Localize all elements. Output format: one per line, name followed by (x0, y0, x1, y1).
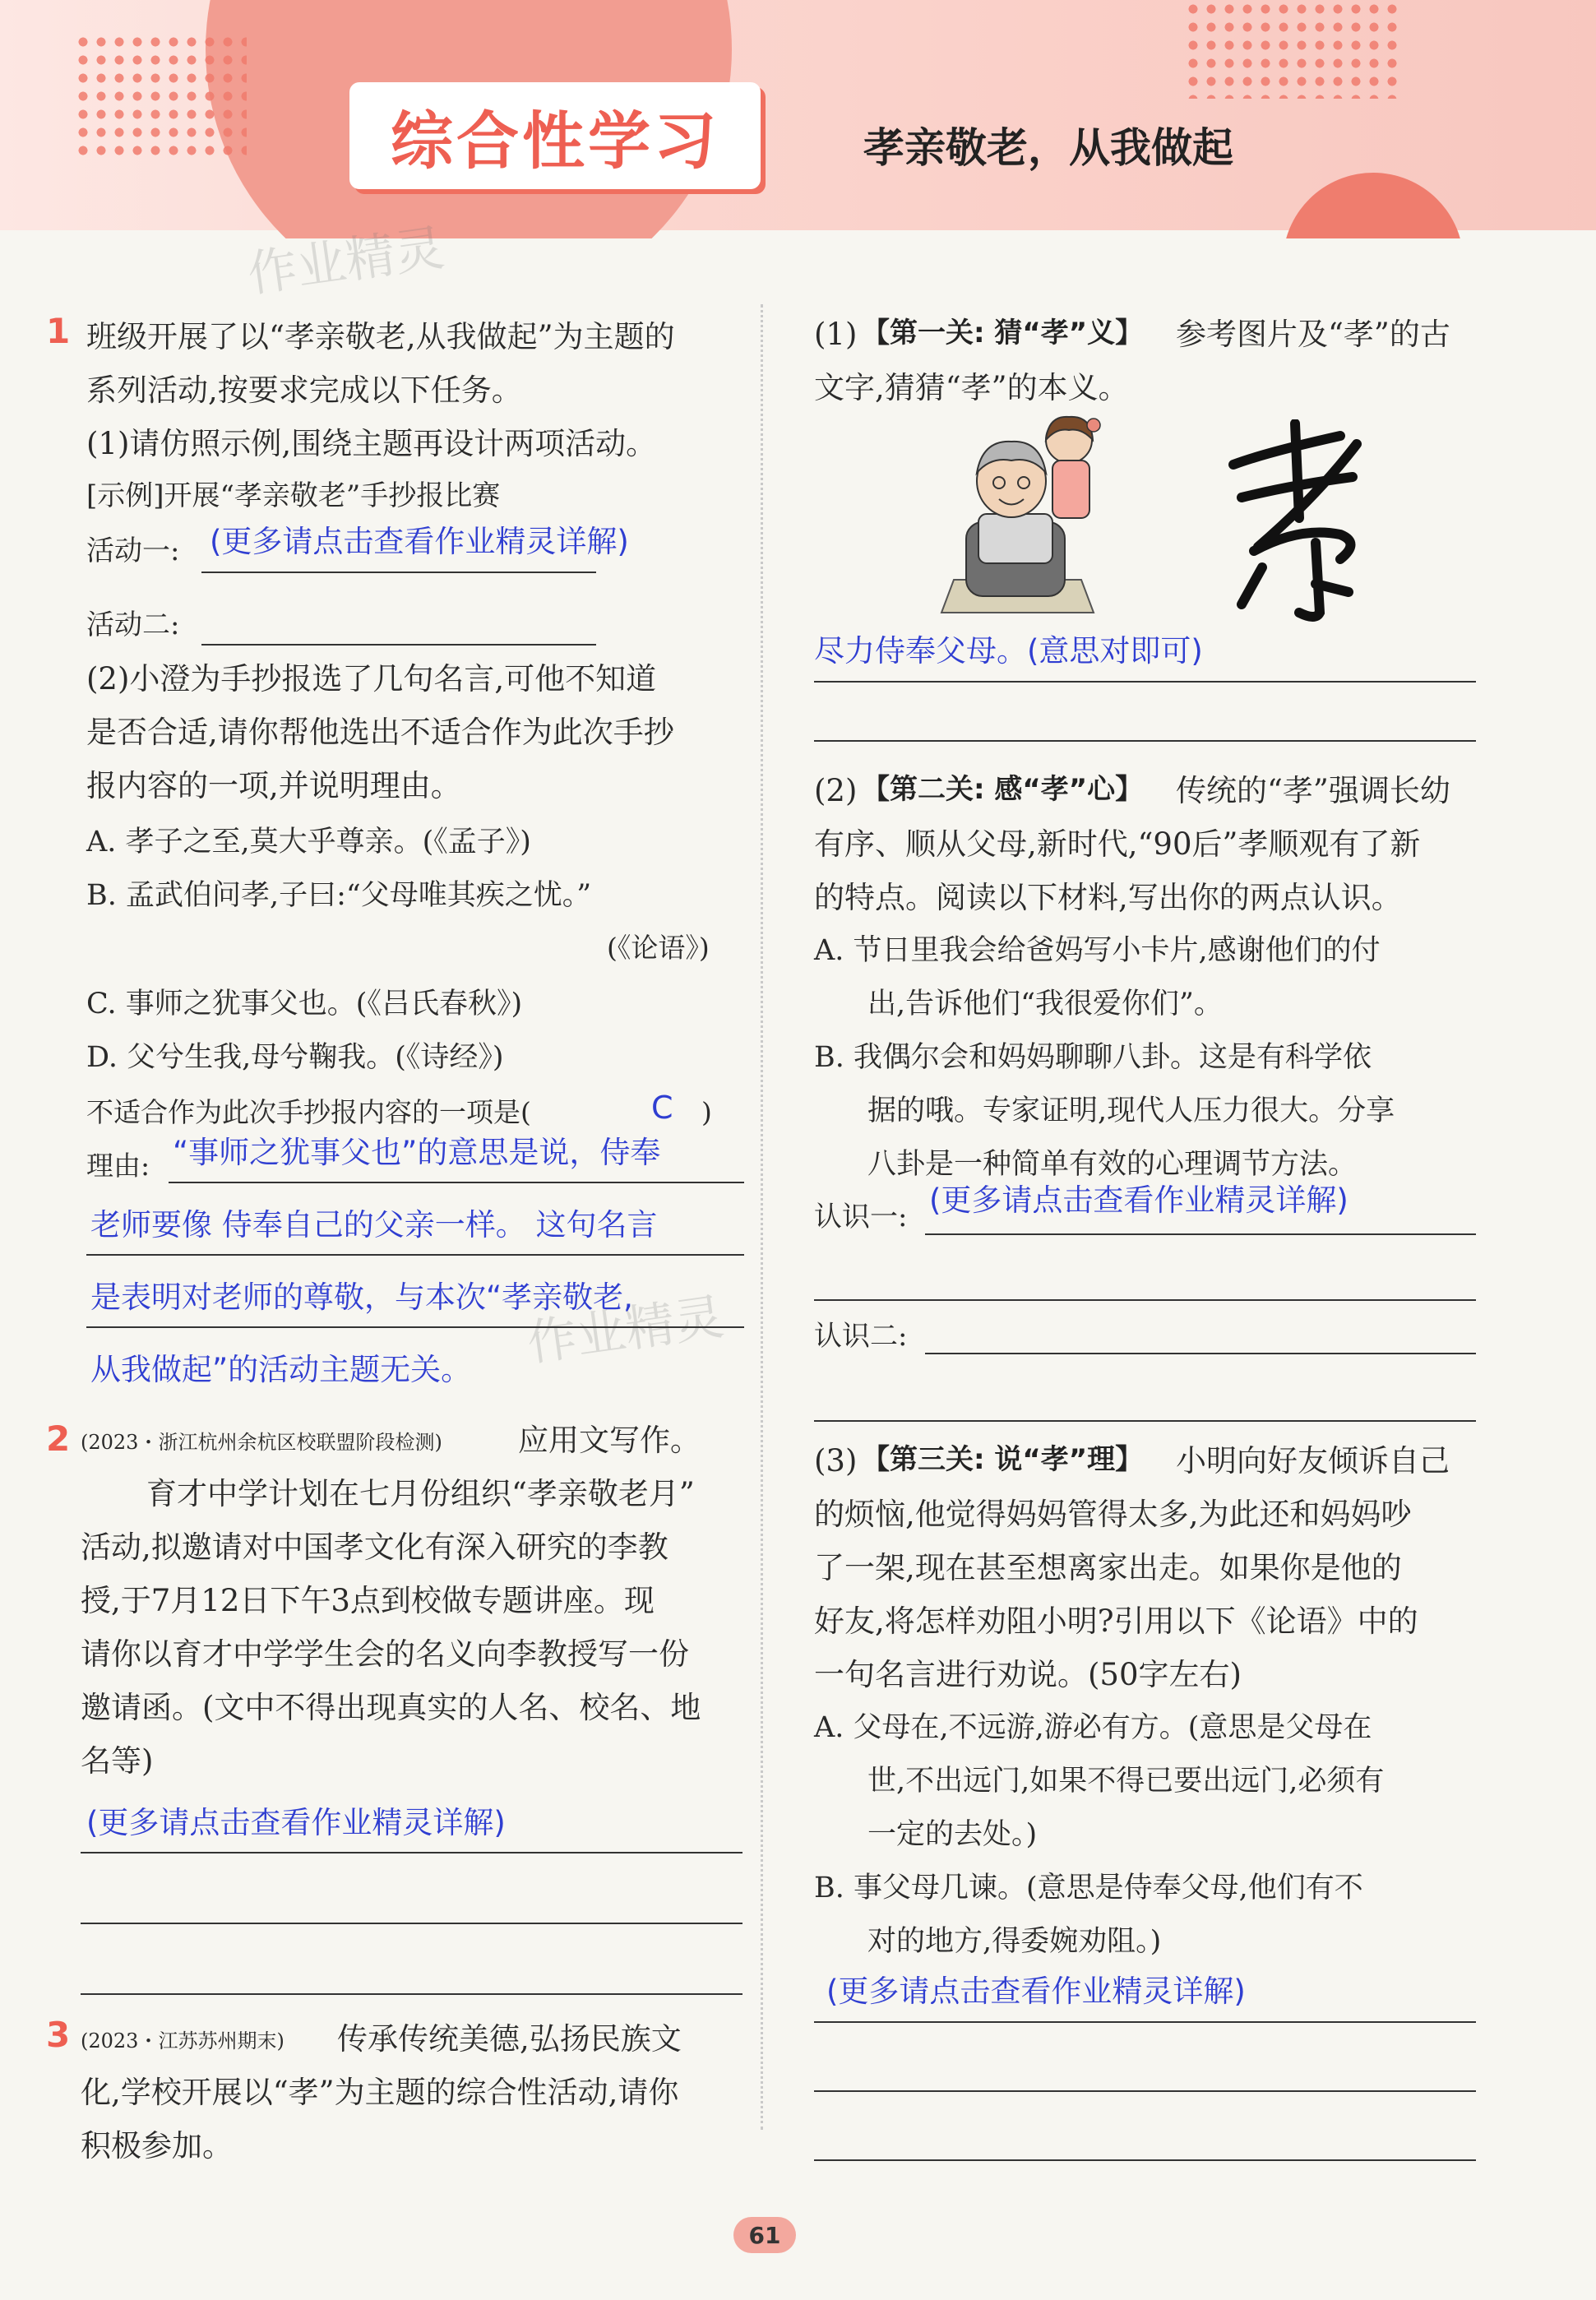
q2-line: 请你以育才中学学生会的名义向李教授写一份 (81, 1636, 689, 1672)
activity2-label: 活动二: (86, 609, 180, 641)
r3-answer[interactable]: (更多请点击查看作业精灵详解) (826, 1974, 1246, 2009)
title-box (349, 82, 761, 189)
choice-label: 不适合作为此次手抄报内容的一项是( (86, 1096, 531, 1128)
watermark: 作业精灵 (243, 219, 448, 304)
reason-answer[interactable]: “事师之犹事父也”的意思是说，侍奉 (173, 1135, 661, 1170)
dot-pattern-right (1184, 0, 1398, 99)
option-b-source: (《论语》) (607, 932, 710, 964)
choice-end: ) (701, 1096, 712, 1128)
q1-part2: (2)小澄为手抄报选了几句名言,可他不知道 (86, 661, 657, 696)
q3-source: (2023・江苏苏州期末) (81, 2029, 285, 2052)
r3-line: 小明向好友倾诉自己 (1176, 1443, 1450, 1479)
material-b: B. 我偶尔会和妈妈聊聊八卦。这是有科学依 (814, 1041, 1372, 1074)
page-header (0, 0, 1596, 238)
activity1-answer[interactable]: (更多请点击查看作业精灵详解) (210, 524, 629, 559)
r3-line: 了一架,现在甚至想离家出走。如果你是他的 (814, 1550, 1402, 1585)
r2-line: 传统的“孝”强调长幼 (1176, 773, 1450, 808)
r1-level-label: 【第一关: 猜“孝”义】 (862, 317, 1144, 349)
choice-answer[interactable]: C (651, 1090, 673, 1126)
q1-example: [示例]开展“孝亲敬老”手抄报比赛 (86, 479, 501, 512)
answer-line[interactable] (201, 644, 596, 646)
q3-line: 传承传统美德,弘扬民族文 (337, 2021, 682, 2057)
answer-line[interactable] (81, 1923, 742, 1924)
r3-prefix: (3) (814, 1443, 858, 1479)
r1-line: 文字,猜猜“孝”的本义。 (814, 370, 1129, 405)
answer-line (169, 1182, 744, 1183)
r2-prefix: (2) (814, 773, 858, 808)
r1-prefix: (1) (814, 317, 858, 352)
insight1-label: 认识一: (814, 1201, 908, 1233)
reason-answer[interactable]: 是表明对老师的尊敬，与本次“孝亲敬老, (90, 1280, 633, 1315)
page-subtitle: 孝亲敬老，从我做起 (863, 124, 1233, 172)
question-number: 2 (46, 1418, 71, 1459)
q2-source: (2023・浙江杭州余杭区校联盟阶段检测) (81, 1431, 442, 1454)
quote-a: A. 父母在,不远游,游必有方。(意思是父母在 (814, 1711, 1372, 1744)
q3-line: 积极参加。 (81, 2128, 233, 2163)
watermark: 作业精灵 (523, 1288, 728, 1373)
r2-level (862, 773, 1143, 807)
reason-label: 理由: (86, 1150, 150, 1182)
answer-line (86, 1326, 744, 1328)
material-b: 据的哦。专家证明,现代人压力很大。分享 (867, 1094, 1395, 1127)
answer-line[interactable] (814, 2090, 1476, 2092)
insight2-label: 认识二: (814, 1320, 908, 1353)
r3-line: 好友,将怎样劝阻小明?引用以下《论语》中的 (814, 1604, 1418, 1639)
option-a: A. 孝子之至,莫大乎尊亲。(《孟子》) (86, 826, 531, 858)
q1-line: 系列活动,按要求完成以下任务。 (86, 373, 522, 408)
q2-line: 邀请函。(文中不得出现真实的人名、校名、地 (81, 1690, 701, 1725)
r2-line: 的特点。阅读以下材料,写出你的两点认识。 (814, 880, 1402, 915)
q3-line: 化,学校开展以“孝”为主题的综合性活动,请你 (81, 2075, 679, 2110)
q1-line: 班级开展了以“孝亲敬老,从我做起”为主题的 (86, 319, 675, 354)
r3-level-label: 【第三关: 说“孝”理】 (862, 1443, 1144, 1476)
quote-b: 对的地方,得委婉劝阻。) (867, 1925, 1162, 1958)
answer-line[interactable] (814, 1299, 1476, 1301)
option-c: C. 事师之犹事父也。(《吕氏春秋》) (86, 988, 523, 1020)
dot-pattern-left (74, 33, 247, 156)
ancient-xiao-glyph (1217, 419, 1373, 625)
q2-line: 活动,拟邀请对中国孝文化有深入研究的李教 (81, 1529, 668, 1565)
material-a: 出,告诉他们“我很爱你们”。 (867, 988, 1223, 1020)
q2-line: 育才中学计划在七月份组织“孝亲敬老月” (146, 1476, 695, 1511)
column-divider (761, 304, 763, 2130)
q2-answer[interactable]: (更多请点击查看作业精灵详解) (86, 1805, 506, 1840)
page-title: 综合性学习 (391, 104, 719, 178)
option-b: B. 孟武伯问孝,子曰:“父母唯其疾之忧。” (86, 879, 592, 912)
answer-line[interactable] (81, 1993, 742, 1995)
question-number: 1 (46, 311, 71, 351)
activity1-label: 活动一: (86, 535, 180, 567)
r3-line: 的烦恼,他觉得妈妈管得太多,为此还和妈妈吵 (814, 1497, 1412, 1532)
insight1-answer[interactable]: (更多请点击查看作业精灵详解) (929, 1182, 1349, 1218)
q2-line: 授,于7月12日下午3点到校做专题讲座。现 (81, 1583, 655, 1618)
quote-a: 世,不出远门,如果不得已要出远门,必须有 (867, 1765, 1385, 1798)
reason-answer[interactable]: 从我做起”的活动主题无关。 (90, 1352, 472, 1387)
q1-part1: (1)请仿照示例,围绕主题再设计两项活动。 (86, 426, 657, 461)
quote-b: B. 事父母几谏。(意思是侍奉父母,他们有不 (814, 1872, 1363, 1904)
q1-part2: 是否合适,请你帮他选出不适合作为此次手抄 (86, 715, 674, 750)
answer-line (81, 1852, 742, 1853)
answer-line[interactable] (925, 1353, 1476, 1354)
answer-line (201, 572, 596, 573)
r3-level (862, 1443, 1143, 1477)
r1-level (862, 317, 1143, 350)
answer-line (814, 681, 1476, 683)
reason-answer[interactable]: 老师要像 侍奉自己的父亲一样。 这句名言 (90, 1207, 658, 1243)
answer-line[interactable] (814, 740, 1476, 742)
grandparent-illustration (933, 415, 1106, 625)
r1-line: 参考图片及“孝”的古 (1176, 317, 1450, 352)
option-d: D. 父兮生我,母兮鞠我。(《诗经》) (86, 1041, 504, 1074)
r3-line: 一句名言进行劝说。(50字左右) (814, 1657, 1242, 1692)
q2-heading: 应用文写作。 (518, 1423, 701, 1458)
material-a: A. 节日里我会给爸妈写小卡片,感谢他们的付 (814, 934, 1381, 967)
answer-line (86, 1254, 744, 1256)
question-number: 3 (46, 2015, 71, 2055)
r2-line: 有序、顺从父母,新时代,“90后”孝顺观有了新 (814, 826, 1421, 862)
r1-answer[interactable]: 尽力侍奉父母。(意思对即可) (814, 633, 1203, 669)
quote-a: 一定的去处。) (867, 1818, 1038, 1851)
q2-line: 名等) (81, 1743, 154, 1779)
material-b: 八卦是一种简单有效的心理调节方法。 (867, 1148, 1358, 1181)
answer-line[interactable] (814, 1420, 1476, 1422)
glyph-label: 孝 (1217, 419, 1218, 420)
r2-level-label: 【第二关: 感“孝”心】 (862, 773, 1144, 806)
answer-line (814, 2021, 1476, 2023)
answer-line (925, 1233, 1476, 1235)
page-number: 61 (733, 2217, 796, 2253)
answer-line[interactable] (814, 2159, 1476, 2161)
q1-part2: 报内容的一项,并说明理由。 (86, 768, 461, 803)
